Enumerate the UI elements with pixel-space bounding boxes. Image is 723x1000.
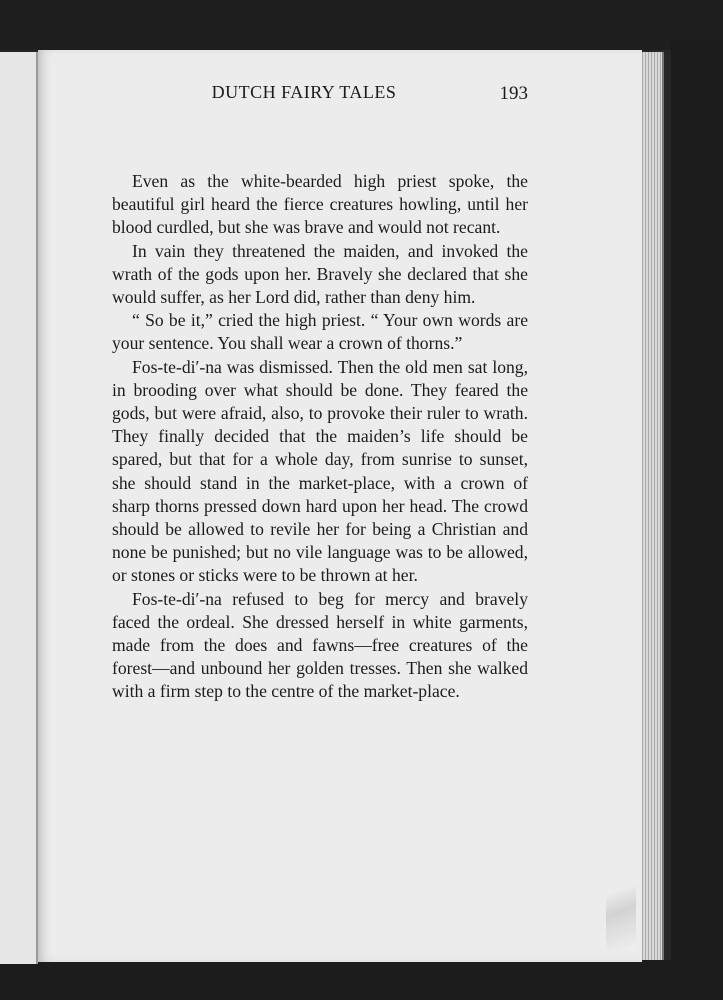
page-corner-curl bbox=[606, 850, 636, 950]
book-cover-top bbox=[0, 0, 723, 50]
book-cover-right bbox=[671, 40, 723, 960]
page-block-edge bbox=[640, 52, 664, 960]
paragraph: In vain they threatened the maiden, and invoked the wrath of the gods upon her. Bravely she declared that she would suffer, as her Lord did, rather than deny him. bbox=[112, 240, 528, 308]
paragraph: Even as the white-bearded high priest spoke, the beautiful girl heard the fierce creatures howling, until her blood curdled, but she was brave and would not recant. bbox=[112, 171, 528, 238]
book-cover-bottom bbox=[0, 960, 723, 1000]
running-head bbox=[80, 82, 528, 112]
page-number: 193 bbox=[499, 83, 528, 104]
paragraph: Fos-te-di′-na was dismissed. Then the old men sat long, in brooding over what should be done. They feared the gods, but were afraid, also, to provoke their ruler to wrath. They finally decided that the maiden’s life should be spared, but that for a whole day, from sunrise to sunset, she should stand in the market-place, with a crown of sharp thorns pressed down hard upon her head. The crowd should be allowed to revile her for being a Christian and none be punished; but no vile language was to be allowed, or stones or sticks were to be thrown at her. bbox=[112, 356, 528, 586]
paragraph: Fos-te-di′-na refused to beg for mercy and bravely faced the ordeal. She dressed herself in white garments, made from the does and fawns—free creatures of the forest—and unbound her golden tresses. Then she walked with a firm step to the centre of the market-place. bbox=[112, 588, 528, 702]
body-text bbox=[112, 170, 528, 704]
paragraph: “ So be it,” cried the high priest. “ Your own words are your sentence. You shall wear a crown of thorns.” bbox=[112, 310, 528, 354]
left-page-edge bbox=[0, 52, 38, 964]
running-title: DUTCH FAIRY TALES bbox=[211, 82, 397, 102]
